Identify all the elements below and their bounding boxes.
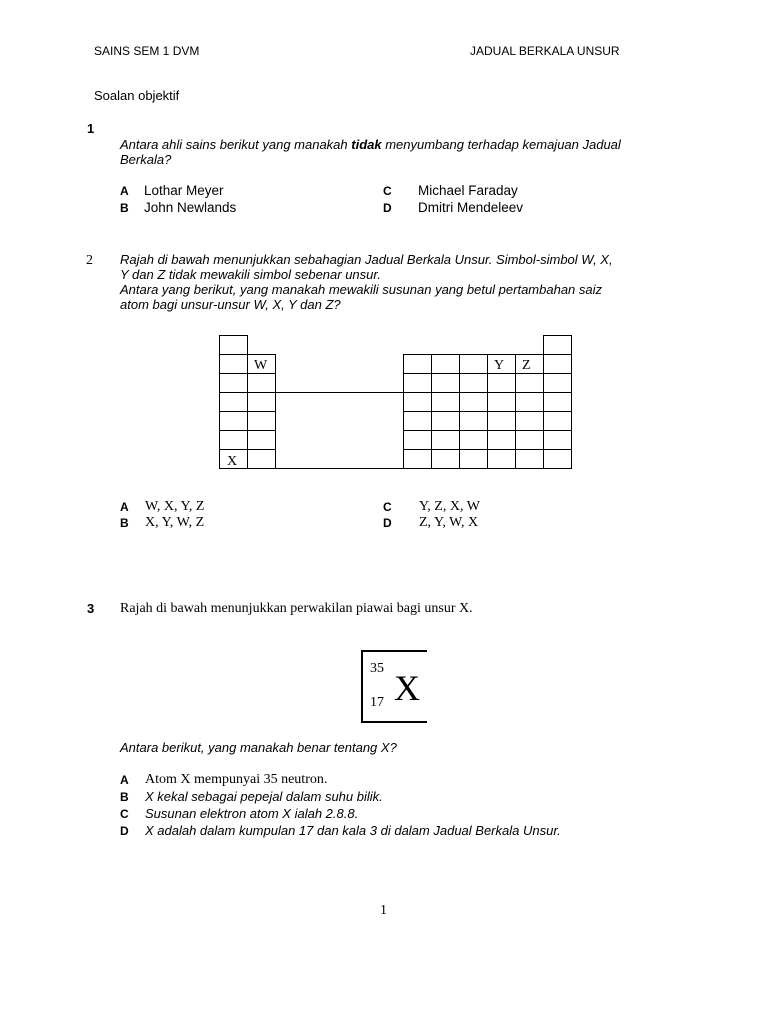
table-cell — [543, 373, 572, 393]
q1-option-d-text: Dmitri Mendeleev — [418, 200, 524, 215]
q3-option-b-letter: B — [120, 790, 129, 804]
table-cell — [459, 354, 488, 374]
question-3-number: 3 — [87, 601, 95, 616]
table-cell — [219, 373, 248, 393]
table-cell — [247, 449, 276, 469]
q1-option-b-text: John Newlands — [144, 200, 237, 215]
element-y-label: Y — [494, 358, 505, 373]
table-cell — [487, 392, 516, 412]
question-2-line-4: atom bagi unsur-unsur W, X, Y dan Z? — [120, 297, 341, 312]
table-cell — [431, 392, 460, 412]
table-cell — [403, 392, 432, 412]
table-cell — [515, 392, 544, 412]
question-2-number: 2 — [86, 253, 93, 268]
table-cell — [219, 411, 248, 431]
table-cell — [403, 411, 432, 431]
q3-option-d-letter: D — [120, 824, 129, 838]
table-cell — [247, 411, 276, 431]
q1-option-c-text: Michael Faraday — [418, 183, 518, 198]
q2-option-d-letter: D — [383, 516, 392, 530]
question-1-text-line2: Berkala? — [120, 152, 172, 167]
table-cell — [431, 411, 460, 431]
question-1-text-after: menyumbang terhadap kemajuan Jadual — [381, 137, 621, 152]
table-cell — [219, 354, 248, 374]
table-cell — [543, 354, 572, 374]
q2-option-d-text: Z, Y, W, X — [419, 515, 479, 530]
q3-option-b-text: X kekal sebagai pepejal dalam suhu bilik. — [145, 789, 383, 804]
table-cell — [247, 373, 276, 393]
table-cell — [431, 430, 460, 450]
table-cell — [515, 430, 544, 450]
table-cell — [487, 373, 516, 393]
q2-option-c-letter: C — [383, 500, 392, 514]
question-3-text: Antara berikut, yang manakah benar tentang X? — [120, 740, 397, 755]
table-cell — [543, 411, 572, 431]
table-cell — [487, 411, 516, 431]
table-cell — [459, 430, 488, 450]
table-cell — [459, 373, 488, 393]
question-1-text-bold: tidak — [351, 137, 382, 152]
q2-option-a-letter: A — [120, 500, 129, 514]
q3-option-a-text: Atom X mempunyai 35 neutron. — [145, 772, 328, 787]
question-3-intro: Rajah di bawah menunjukkan perwakilan piawai bagi unsur X. — [120, 601, 473, 616]
q1-option-b-letter: B — [120, 201, 129, 215]
table-cell — [431, 449, 460, 469]
q1-option-d-letter: D — [383, 201, 392, 215]
question-2-line-2: Y dan Z tidak mewakili simbol sebenar unsur. — [120, 267, 381, 282]
table-cell — [219, 335, 248, 355]
element-x-label: X — [227, 454, 238, 469]
table-cell — [543, 430, 572, 450]
q1-option-c-letter: C — [383, 184, 392, 198]
header-right: JADUAL BERKALA UNSUR — [470, 44, 620, 58]
element-w-label: W — [254, 358, 268, 373]
table-cell — [459, 449, 488, 469]
element-symbol: X — [394, 668, 420, 708]
page-number: 1 — [380, 903, 387, 918]
table-cell — [459, 411, 488, 431]
table-cell — [431, 354, 460, 374]
q3-option-c-letter: C — [120, 807, 129, 821]
table-cell — [487, 449, 516, 469]
table-cell — [459, 392, 488, 412]
table-cell — [515, 373, 544, 393]
table-cell — [403, 373, 432, 393]
q2-option-a-text: W, X, Y, Z — [145, 499, 205, 514]
transition-metals-block — [275, 392, 404, 469]
table-cell — [543, 335, 572, 355]
table-cell — [247, 430, 276, 450]
table-cell — [515, 411, 544, 431]
proton-number: 17 — [370, 695, 384, 710]
table-cell — [431, 373, 460, 393]
question-2-line-3: Antara yang berikut, yang manakah mewakili susunan yang betul pertambahan saiz — [120, 282, 603, 297]
header-left: SAINS SEM 1 DVM — [94, 44, 200, 58]
question-1-number: 1 — [87, 121, 95, 136]
table-cell — [487, 430, 516, 450]
q3-option-c-text: Susunan elektron atom X ialah 2.8.8. — [145, 806, 359, 821]
question-1-text-before: Antara ahli sains berikut yang manakah — [120, 137, 352, 152]
q2-option-b-letter: B — [120, 516, 129, 530]
table-cell — [219, 430, 248, 450]
table-cell — [403, 449, 432, 469]
q2-option-b-text: X, Y, W, Z — [145, 515, 205, 530]
q3-option-d-text: X adalah dalam kumpulan 17 dan kala 3 di dalam Jadual Berkala Unsur. — [145, 823, 561, 838]
table-cell — [543, 449, 572, 469]
table-cell — [515, 449, 544, 469]
element-z-label: Z — [522, 358, 531, 373]
q1-option-a-text: Lothar Meyer — [144, 183, 224, 198]
table-cell — [247, 392, 276, 412]
mass-number: 35 — [370, 661, 384, 676]
q3-option-a-letter: A — [120, 773, 129, 787]
q2-option-c-text: Y, Z, X, W — [419, 499, 480, 514]
table-cell — [219, 392, 248, 412]
question-1-text — [120, 137, 621, 152]
table-cell — [543, 392, 572, 412]
question-2-line-1: Rajah di bawah menunjukkan sebahagian Jadual Berkala Unsur. Simbol-simbol W, X, — [120, 252, 613, 267]
table-cell — [403, 430, 432, 450]
table-cell — [403, 354, 432, 374]
section-title: Soalan objektif — [94, 88, 180, 103]
q1-option-a-letter: A — [120, 184, 129, 198]
